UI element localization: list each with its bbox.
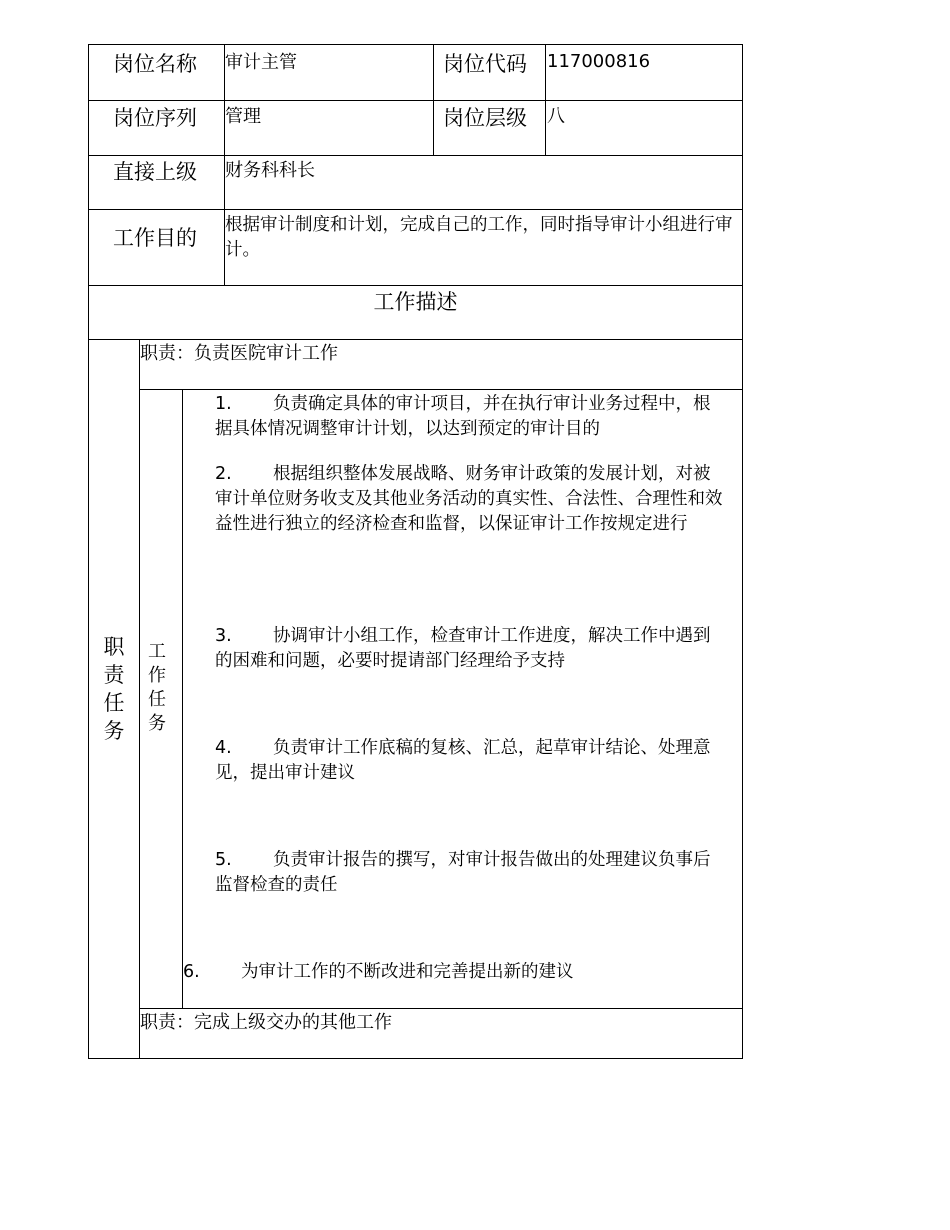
task-item-5 [215, 848, 725, 898]
position-series-label: 岗位序列 [113, 106, 197, 130]
position-series-value: 管理 [225, 106, 261, 127]
task-text: 根据组织整体发展战略、财务审计政策的发展计划，对被审计单位财务收支及其他业务活动的真实性、合法性、合理性和效益性进行独立的经济检查和监督，以保证审计工作按规定进行 [215, 464, 723, 534]
position-code-label: 岗位代码 [443, 52, 527, 76]
task-item-2 [215, 462, 725, 537]
duties-label: 职责任务 [103, 635, 125, 743]
task-item-3 [215, 624, 725, 674]
task-text: 负责审计工作底稿的复核、汇总，起草审计结论、处理意见，提出审计建议 [215, 738, 711, 783]
task-text: 负责确定具体的审计项目，并在执行审计业务过程中，根据具体情况调整审计计划，以达到预定的审计目的 [215, 394, 711, 439]
duty-1: 职责：负责医院审计工作 [140, 343, 338, 364]
task-text: 协调审计小组工作，检查审计工作进度，解决工作中遇到的困难和问题，必要时提请部门经理给予支持 [215, 626, 711, 671]
task-item-4 [215, 736, 725, 786]
task-number: 5. [215, 850, 232, 870]
task-text: 为审计工作的不断改进和完善提出新的建议 [241, 962, 574, 982]
position-code-value: 117000816 [547, 51, 651, 72]
work-purpose-value: 根据审计制度和计划，完成自己的工作，同时指导审计小组进行审计。 [225, 215, 733, 260]
position-name-value: 审计主管 [225, 52, 297, 73]
task-number: 3. [215, 626, 232, 646]
task-number: 6. [183, 962, 200, 982]
task-item-6 [183, 960, 733, 985]
tasks-label: 工作任务 [148, 641, 166, 734]
task-item-1 [215, 392, 725, 442]
task-number: 2. [215, 464, 232, 484]
direct-superior-label: 直接上级 [113, 160, 197, 184]
direct-superior-value: 财务科科长 [225, 160, 315, 181]
position-name-label: 岗位名称 [113, 52, 197, 76]
position-level-value: 八 [547, 106, 565, 127]
position-level-label: 岗位层级 [443, 106, 527, 130]
task-number: 4. [215, 738, 232, 758]
work-purpose-label: 工作目的 [113, 226, 197, 250]
task-number: 1. [215, 394, 232, 414]
task-text: 负责审计报告的撰写，对审计报告做出的处理建议负事后监督检查的责任 [215, 850, 711, 895]
duty-2: 职责：完成上级交办的其他工作 [140, 1012, 392, 1033]
section-title: 工作描述 [373, 290, 458, 314]
